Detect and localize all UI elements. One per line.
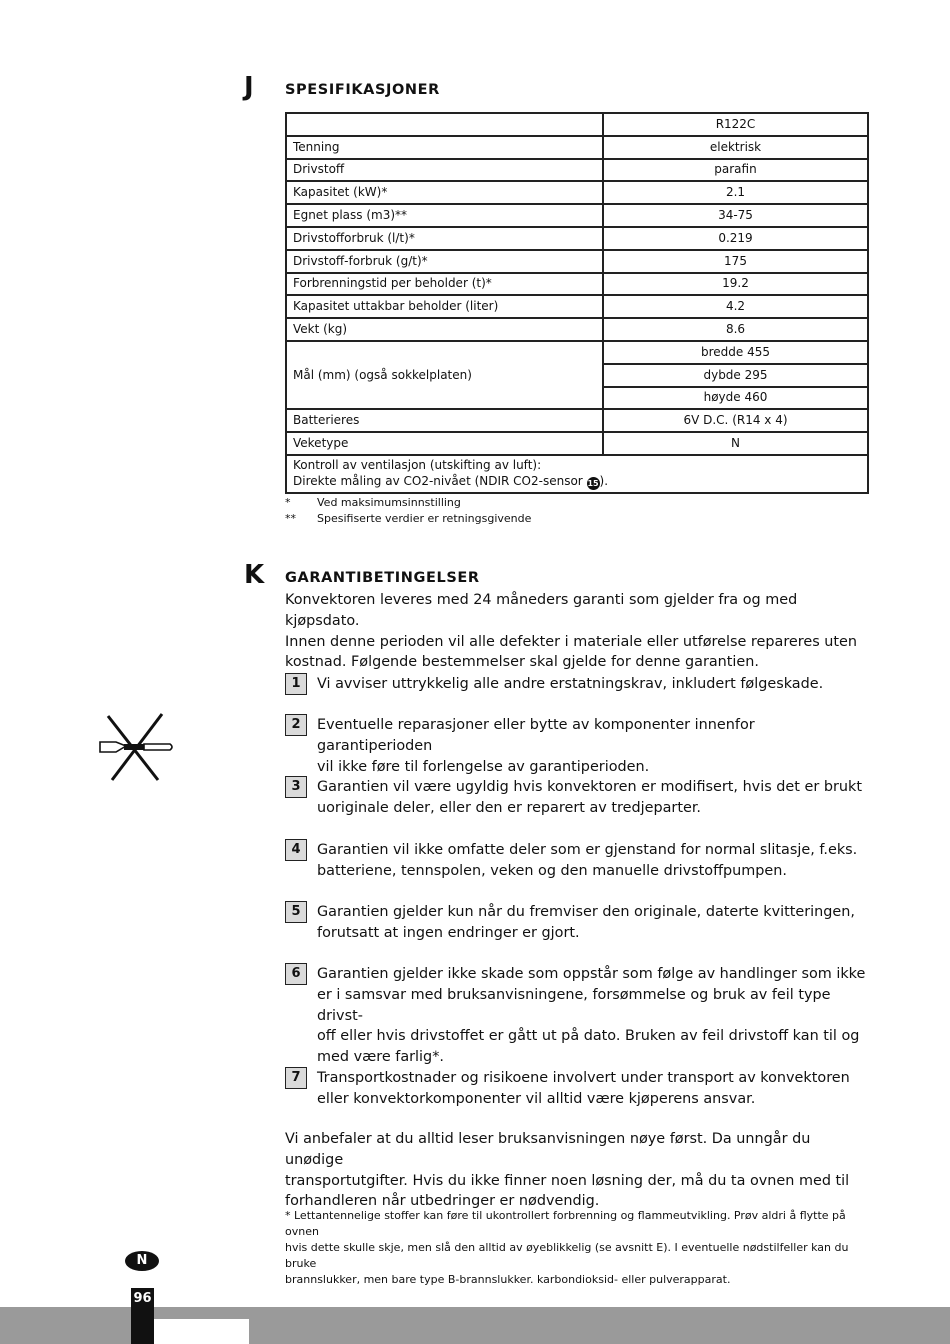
table-row bbox=[286, 432, 868, 455]
spec-table bbox=[285, 112, 869, 494]
spec-value: 0.219 bbox=[603, 227, 868, 250]
item-number: 3 bbox=[285, 776, 307, 798]
footnote-mark: ** bbox=[285, 512, 296, 525]
text-line: Garantien gjelder ikke skade som oppstår som følge av handlinger som ikke bbox=[317, 966, 866, 982]
dimensions-label: Mål (mm) (også sokkelplaten) bbox=[286, 341, 603, 409]
footnote bbox=[285, 512, 531, 525]
spec-label: Kapasitet uttakbar beholder (liter) bbox=[286, 295, 603, 318]
spec-label: Drivstoff bbox=[286, 159, 603, 182]
item-number: 6 bbox=[285, 963, 307, 985]
item-text bbox=[317, 902, 870, 944]
model-header: R122C bbox=[603, 113, 868, 136]
spec-label: Drivstoff-forbruk (g/t)* bbox=[286, 250, 603, 273]
item-text bbox=[317, 674, 870, 695]
section-j-letter: J bbox=[244, 72, 254, 102]
table-row bbox=[286, 341, 868, 364]
spec-value: 175 bbox=[603, 250, 868, 273]
table-row bbox=[286, 455, 868, 493]
spec-value: 6V D.C. (R14 x 4) bbox=[603, 409, 868, 432]
table-row bbox=[286, 113, 868, 136]
text-line: Garantien vil ikke omfatte deler som er gjenstand for normal slitasje, f.eks. bbox=[317, 842, 858, 858]
item-text bbox=[317, 1068, 870, 1110]
text-line: hvis dette skulle skje, men slå den alltid av øyeblikkelig (se avsnitt E). I eventuelle nødstilfeller kan du bruke bbox=[285, 1241, 849, 1270]
warranty-closing bbox=[285, 1129, 870, 1212]
text-line: off eller hvis drivstoffet er gått ut på dato. Bruken av feil drivstoff kan til og bbox=[317, 1028, 860, 1045]
text-line: Konvektoren leveres med 24 måneders garanti som gjelder fra og med kjøpsdato. bbox=[285, 592, 798, 629]
text-line: er i samsvar med bruksanvisningene, forsømmelse og bruk av feil type drivst- bbox=[317, 986, 831, 1024]
table-row bbox=[286, 273, 868, 296]
spec-label: Veketype bbox=[286, 432, 603, 455]
table-row bbox=[286, 159, 868, 182]
table-row bbox=[286, 295, 868, 318]
text-line: med være farlig*. bbox=[317, 1049, 444, 1066]
table-row bbox=[286, 227, 868, 250]
ventilation-cell bbox=[286, 455, 868, 493]
text-line: transportutgifter. Hvis du ikke finner noen løsning der, må du ta ovnen med til bbox=[285, 1172, 850, 1189]
item-number: 1 bbox=[285, 673, 307, 695]
text-line: forhandleren når utbedringer er nødvendig. bbox=[285, 1193, 600, 1210]
table-row bbox=[286, 181, 868, 204]
item-text bbox=[317, 964, 870, 1068]
ventilation-text: Direkte måling av CO2-nivået (NDIR CO2-sensor bbox=[293, 473, 587, 488]
footer-white-block bbox=[154, 1319, 249, 1344]
spec-value: parafin bbox=[603, 159, 868, 182]
text-line: uoriginale deler, eller den er reparert av tredjeparter. bbox=[317, 799, 701, 816]
ventilation-line-1: Kontroll av ventilasjon (utskifting av luft): bbox=[293, 457, 542, 472]
text-line: Eventuelle reparasjoner eller bytte av komponenter innenfor garantiperioden bbox=[317, 717, 755, 754]
table-row bbox=[286, 318, 868, 341]
table-corner-cell bbox=[286, 113, 603, 136]
item-text bbox=[317, 840, 870, 882]
text-line: vil ikke føre til forlengelse av garantiperioden. bbox=[317, 758, 650, 775]
item-number: 4 bbox=[285, 839, 307, 861]
ventilation-end: ). bbox=[599, 473, 609, 488]
text-line: forutsatt at ingen endringer er gjort. bbox=[317, 924, 580, 941]
text-line: brannslukker, men bare type B-brannslukker. karbondioksid- eller pulverapparat. bbox=[285, 1273, 731, 1286]
footnote-mark: * bbox=[285, 496, 291, 509]
spec-value: 4.2 bbox=[603, 295, 868, 318]
text-line: Garantien vil være ugyldig hvis konvektoren er modifisert, hvis det er brukt bbox=[317, 779, 862, 795]
item-text bbox=[317, 777, 870, 819]
safety-note bbox=[285, 1208, 870, 1288]
text-line: Innen denne perioden vil alle defekter i materiale eller utførelse repareres uten bbox=[285, 633, 858, 650]
item-text bbox=[317, 715, 870, 777]
text-line: * Lettantennelige stoffer kan føre til ukontrollert forbrenning og flammeutvikling. Prøv aldri å flytte på ovnen bbox=[285, 1209, 846, 1238]
section-k-title: GARANTIBETINGELSER bbox=[285, 570, 480, 586]
footnote-text: Spesifiserte verdier er retningsgivende bbox=[317, 512, 532, 525]
dimension-depth: dybde 295 bbox=[603, 364, 868, 387]
item-number: 7 bbox=[285, 1067, 307, 1089]
table-row bbox=[286, 204, 868, 227]
section-j-title: SPESIFIKASJONER bbox=[285, 82, 440, 98]
text-line: Garantien gjelder kun når du fremviser den originale, daterte kvitteringen, bbox=[317, 904, 855, 920]
footnote bbox=[285, 496, 461, 509]
spec-label: Tenning bbox=[286, 136, 603, 159]
section-k-letter: K bbox=[244, 560, 265, 590]
warranty-intro bbox=[285, 590, 870, 673]
spec-label: Egnet plass (m3)** bbox=[286, 204, 603, 227]
spec-value: 2.1 bbox=[603, 181, 868, 204]
dimension-width: bredde 455 bbox=[603, 341, 868, 364]
sensor-ref-badge: 15 bbox=[587, 478, 599, 488]
table-row bbox=[286, 250, 868, 273]
crossed-screwdriver-icon bbox=[96, 708, 176, 784]
spec-value: 19.2 bbox=[603, 273, 868, 296]
ventilation-line-2 bbox=[293, 474, 861, 490]
text-line: eller konvektorkomponenter vil alltid være kjøperens ansvar. bbox=[317, 1090, 756, 1107]
spec-value: elektrisk bbox=[603, 136, 868, 159]
text-line: Vi avviser uttrykkelig alle andre erstatningskrav, inkludert følgeskade. bbox=[317, 676, 824, 692]
spec-label: Drivstofforbruk (l/t)* bbox=[286, 227, 603, 250]
spec-label: Vekt (kg) bbox=[286, 318, 603, 341]
text-line: Vi anbefaler at du alltid leser bruksanvisningen nøye først. Da unngår du unødige bbox=[285, 1131, 811, 1168]
text-line: Transportkostnader og risikoene involvert under transport av konvektoren bbox=[317, 1070, 850, 1086]
spec-label: Kapasitet (kW)* bbox=[286, 181, 603, 204]
spec-value: 8.6 bbox=[603, 318, 868, 341]
text-line: kostnad. Følgende bestemmelser skal gjelde for denne garantien. bbox=[285, 654, 759, 671]
footnote-text: Ved maksimumsinnstilling bbox=[317, 496, 461, 509]
spec-label: Batterieres bbox=[286, 409, 603, 432]
item-number: 5 bbox=[285, 901, 307, 923]
item-number: 2 bbox=[285, 714, 307, 736]
dimension-height: høyde 460 bbox=[603, 387, 868, 410]
spec-value: 34-75 bbox=[603, 204, 868, 227]
table-row bbox=[286, 136, 868, 159]
page-number: 96 bbox=[133, 1291, 152, 1306]
table-row bbox=[286, 409, 868, 432]
language-badge: N bbox=[125, 1251, 159, 1271]
spec-label: Forbrenningstid per beholder (t)* bbox=[286, 273, 603, 296]
text-line: batteriene, tennspolen, veken og den manuelle drivstoffpumpen. bbox=[317, 862, 787, 879]
spec-value: N bbox=[603, 432, 868, 455]
